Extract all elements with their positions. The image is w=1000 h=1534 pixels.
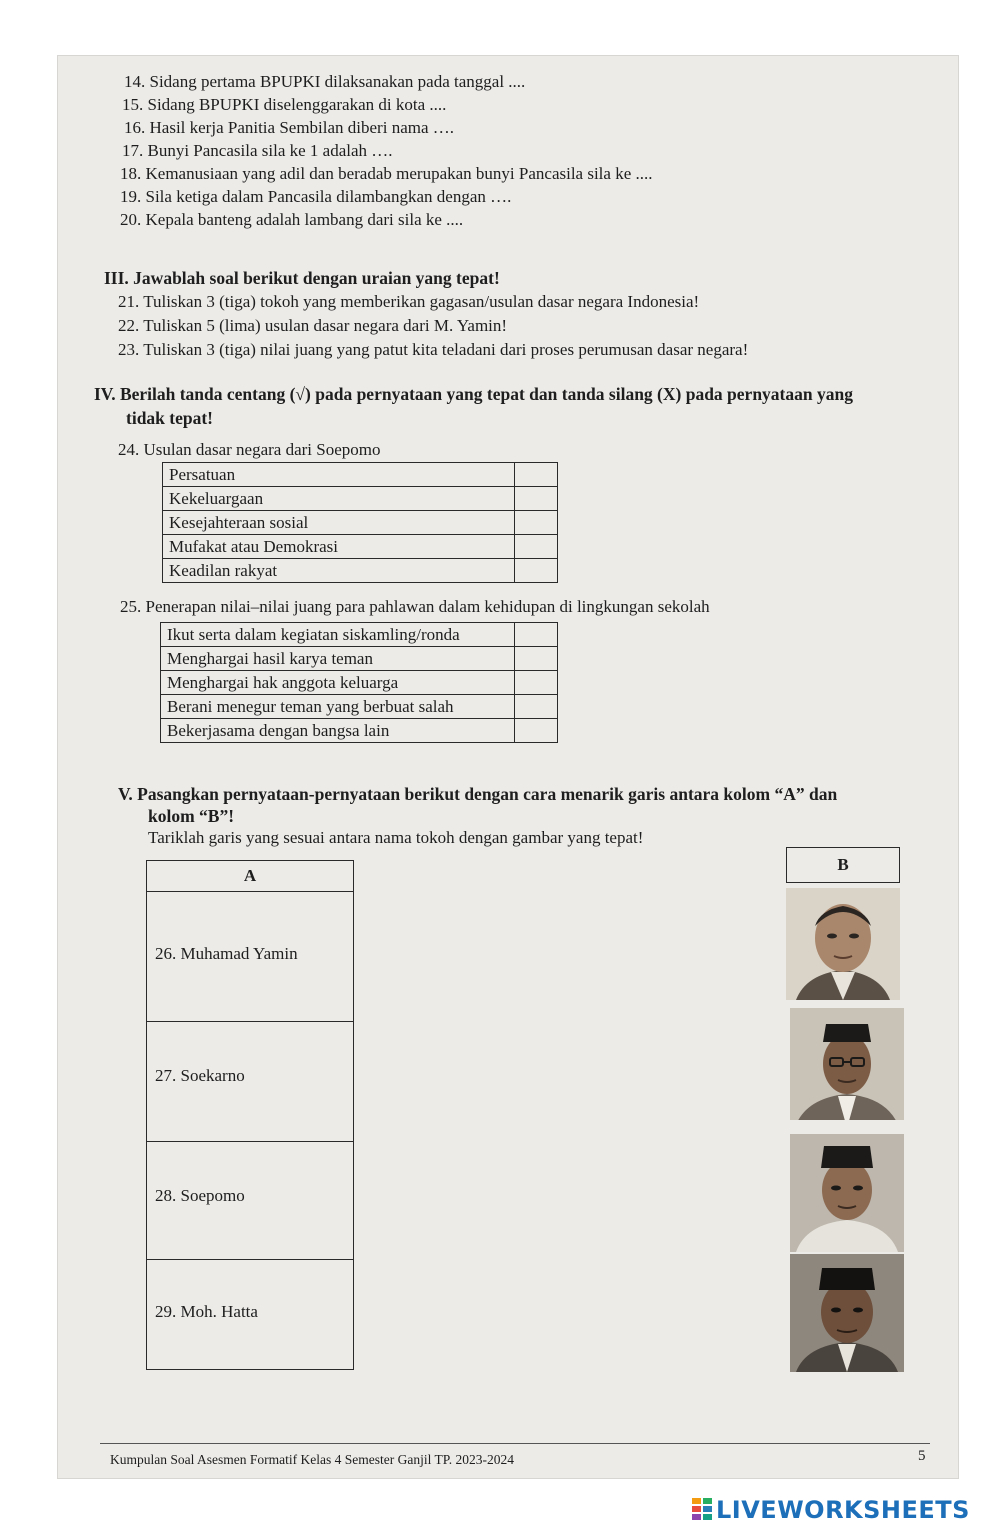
question-18: 18. Kemanusiaan yang adil dan beradab merupakan bunyi Pancasila sila ke .... (120, 164, 653, 183)
liveworksheets-logo-icon (692, 1498, 712, 1520)
question-25-title: 25. Penerapan nilai–nilai juang para pahlawan dalam kehidupan di lingkungan sekolah (120, 597, 710, 616)
question-16: 16. Hasil kerja Panitia Sembilan diberi nama …. (124, 118, 455, 137)
option-label: Menghargai hak anggota keluarga (161, 671, 515, 695)
checkbox-cell[interactable] (515, 559, 558, 583)
option-label: Ikut serta dalam kegiatan siskamling/ronda (161, 623, 515, 647)
match-name-26: 26. Muhamad Yamin (155, 944, 298, 963)
option-label: Kesejahteraan sosial (163, 511, 515, 535)
table-row (163, 487, 558, 511)
table-row (163, 535, 558, 559)
option-label: Keadilan rakyat (163, 559, 515, 583)
section-4-heading: IV. Berilah tanda centang (√) pada pernyataan yang tepat dan tanda silang (X) pada pernyataan yang (94, 384, 853, 404)
column-a-label: A (243, 866, 257, 885)
checkbox-cell[interactable] (515, 623, 558, 647)
portrait-2[interactable] (790, 1008, 904, 1120)
option-label: Mufakat atau Demokrasi (163, 535, 515, 559)
option-label: Menghargai hasil karya teman (161, 647, 515, 671)
match-item[interactable] (147, 1021, 353, 1141)
match-name-27: 27. Soekarno (155, 1066, 245, 1085)
portrait-3[interactable] (790, 1134, 904, 1252)
column-b-label: B (786, 847, 900, 883)
column-a (146, 860, 354, 1370)
table-row (163, 463, 558, 487)
checkbox-cell[interactable] (515, 671, 558, 695)
checkbox-cell[interactable] (515, 511, 558, 535)
table-row (161, 623, 558, 647)
option-label: Berani menegur teman yang berbuat salah (161, 695, 515, 719)
match-item[interactable] (147, 891, 353, 1021)
page-number: 5 (918, 1448, 926, 1464)
table-row (161, 671, 558, 695)
q24-table (162, 462, 558, 583)
table-row (161, 647, 558, 671)
option-label: Persatuan (163, 463, 515, 487)
question-21: 21. Tuliskan 3 (tiga) tokoh yang memberikan gagasan/usulan dasar negara Indonesia! (118, 292, 700, 311)
question-19: 19. Sila ketiga dalam Pancasila dilambangkan dengan …. (120, 187, 512, 206)
checkbox-cell[interactable] (515, 719, 558, 743)
section-3-heading: III. Jawablah soal berikut dengan uraian yang tepat! (104, 268, 500, 288)
section-5-heading-cont: kolom “B”! (148, 806, 235, 826)
checkbox-cell[interactable] (515, 535, 558, 559)
question-17: 17. Bunyi Pancasila sila ke 1 adalah …. (122, 141, 393, 160)
question-15: 15. Sidang BPUPKI diselenggarakan di kota .... (122, 95, 447, 114)
checkbox-cell[interactable] (515, 487, 558, 511)
checkbox-cell[interactable] (515, 463, 558, 487)
table-row (161, 719, 558, 743)
match-name-29: 29. Moh. Hatta (155, 1302, 258, 1321)
portrait-1[interactable] (786, 888, 900, 1000)
question-23: 23. Tuliskan 3 (tiga) nilai juang yang patut kita teladani dari proses perumusan dasar negara! (118, 340, 749, 359)
option-label: Kekeluargaan (163, 487, 515, 511)
question-22: 22. Tuliskan 5 (lima) usulan dasar negara dari M. Yamin! (118, 316, 508, 335)
question-20: 20. Kepala banteng adalah lambang dari sila ke .... (120, 210, 464, 229)
question-24-title: 24. Usulan dasar negara dari Soepomo (118, 440, 381, 459)
question-14: 14. Sidang pertama BPUPKI dilaksanakan pada tanggal .... (124, 72, 526, 91)
table-row (163, 511, 558, 535)
table-row (161, 695, 558, 719)
match-item[interactable] (147, 1259, 353, 1371)
match-item[interactable] (147, 1141, 353, 1259)
section-4-heading-cont: tidak tepat! (126, 408, 214, 428)
footer-rule (100, 1443, 930, 1444)
table-row (163, 559, 558, 583)
footer-text: Kumpulan Soal Asesmen Formatif Kelas 4 Semester Ganjil TP. 2023-2024 (110, 1452, 514, 1467)
match-name-28: 28. Soepomo (155, 1186, 245, 1205)
section-5-instruction: Tariklah garis yang sesuai antara nama tokoh dengan gambar yang tepat! (148, 828, 644, 847)
option-label: Bekerjasama dengan bangsa lain (161, 719, 515, 743)
checkbox-cell[interactable] (515, 647, 558, 671)
portrait-4[interactable] (790, 1254, 904, 1372)
section-5-heading: V. Pasangkan pernyataan-pernyataan berikut dengan cara menarik garis antara kolom “A” dan (118, 784, 838, 804)
checkbox-cell[interactable] (515, 695, 558, 719)
q25-table (160, 622, 558, 743)
liveworksheets-brand: LIVEWORKSHEETS (716, 1496, 970, 1524)
